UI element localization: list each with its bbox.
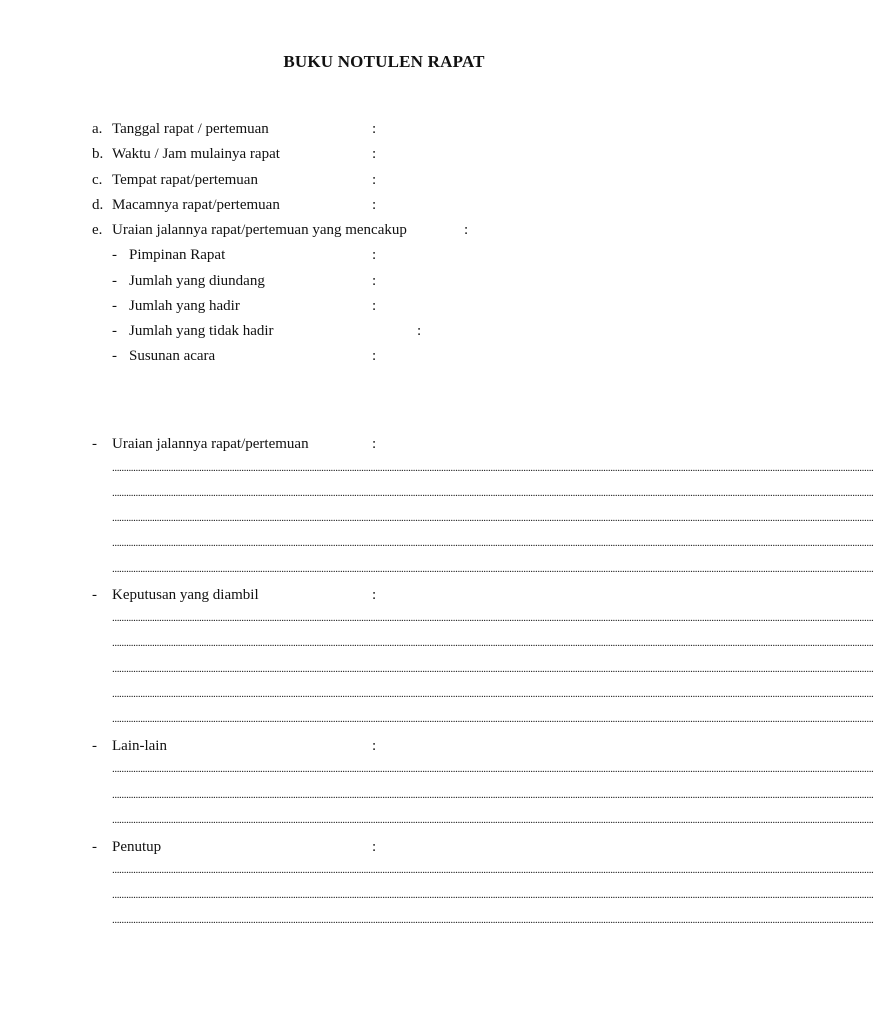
dotted-line: .................................................................................................................................................................................................................................................................................................................................... bbox=[112, 789, 873, 801]
colon: : bbox=[372, 146, 377, 162]
dotted-line: .................................................................................................................................................................................................................................................................................................................................... bbox=[112, 763, 873, 775]
subitem-label: Jumlah yang hadir bbox=[129, 298, 240, 314]
section-label: Keputusan yang diambil bbox=[112, 587, 259, 603]
colon: : bbox=[372, 121, 377, 137]
item-marker: d. bbox=[92, 197, 104, 213]
colon: : bbox=[372, 587, 377, 603]
colon: : bbox=[372, 436, 377, 452]
colon: : bbox=[372, 738, 377, 754]
subitem-label: Jumlah yang tidak hadir bbox=[129, 323, 274, 339]
dotted-line: .................................................................................................................................................................................................................................................................................................................................... bbox=[112, 889, 873, 901]
dotted-line: .................................................................................................................................................................................................................................................................................................................................... bbox=[112, 512, 873, 524]
subitem-label: Jumlah yang diundang bbox=[129, 273, 265, 289]
colon: : bbox=[372, 273, 377, 289]
dash: - bbox=[92, 587, 97, 603]
dash: - bbox=[112, 247, 117, 263]
dash: - bbox=[112, 323, 117, 339]
item-label: Uraian jalannya rapat/pertemuan yang mencakup bbox=[112, 222, 407, 238]
dash: - bbox=[112, 273, 117, 289]
section-label: Lain-lain bbox=[112, 738, 167, 754]
dash: - bbox=[92, 738, 97, 754]
item-label: Tempat rapat/pertemuan bbox=[112, 172, 258, 188]
colon: : bbox=[372, 172, 377, 188]
subitem-label: Pimpinan Rapat bbox=[129, 247, 226, 263]
dash: - bbox=[112, 298, 117, 314]
colon: : bbox=[372, 839, 377, 855]
dotted-line: .................................................................................................................................................................................................................................................................................................................................... bbox=[112, 814, 873, 826]
item-label: Macamnya rapat/pertemuan bbox=[112, 197, 280, 213]
colon: : bbox=[372, 197, 377, 213]
subitem-label: Susunan acara bbox=[129, 348, 216, 364]
dash: - bbox=[92, 436, 97, 452]
dash: - bbox=[92, 839, 97, 855]
section-label: Penutup bbox=[112, 839, 162, 855]
item-marker: e. bbox=[92, 222, 103, 238]
item-marker: c. bbox=[92, 172, 103, 188]
item-label: Waktu / Jam mulainya rapat bbox=[112, 146, 280, 162]
dotted-line: .................................................................................................................................................................................................................................................................................................................................... bbox=[112, 914, 873, 926]
item-marker: b. bbox=[92, 146, 104, 162]
dotted-line: .................................................................................................................................................................................................................................................................................................................................... bbox=[112, 637, 873, 649]
colon: : bbox=[417, 323, 422, 339]
colon: : bbox=[372, 348, 377, 364]
dotted-line: .................................................................................................................................................................................................................................................................................................................................... bbox=[112, 563, 873, 575]
dotted-line: .................................................................................................................................................................................................................................................................................................................................... bbox=[112, 487, 873, 499]
colon: : bbox=[464, 222, 469, 238]
section-label: Uraian jalannya rapat/pertemuan bbox=[112, 436, 309, 452]
dotted-line: .................................................................................................................................................................................................................................................................................................................................... bbox=[112, 688, 873, 700]
item-label: Tanggal rapat / pertemuan bbox=[112, 121, 269, 137]
document-title: BUKU NOTULEN RAPAT bbox=[283, 52, 485, 71]
dotted-line: .................................................................................................................................................................................................................................................................................................................................... bbox=[112, 537, 873, 549]
dotted-line: .................................................................................................................................................................................................................................................................................................................................... bbox=[112, 612, 873, 624]
item-marker: a. bbox=[92, 121, 103, 137]
dash: - bbox=[112, 348, 117, 364]
dotted-line: .................................................................................................................................................................................................................................................................................................................................... bbox=[112, 713, 873, 725]
dotted-line: .................................................................................................................................................................................................................................................................................................................................... bbox=[112, 864, 873, 876]
colon: : bbox=[372, 247, 377, 263]
dotted-line: .................................................................................................................................................................................................................................................................................................................................... bbox=[112, 663, 873, 675]
colon: : bbox=[372, 298, 377, 314]
dotted-line: .................................................................................................................................................................................................................................................................................................................................... bbox=[112, 462, 873, 474]
